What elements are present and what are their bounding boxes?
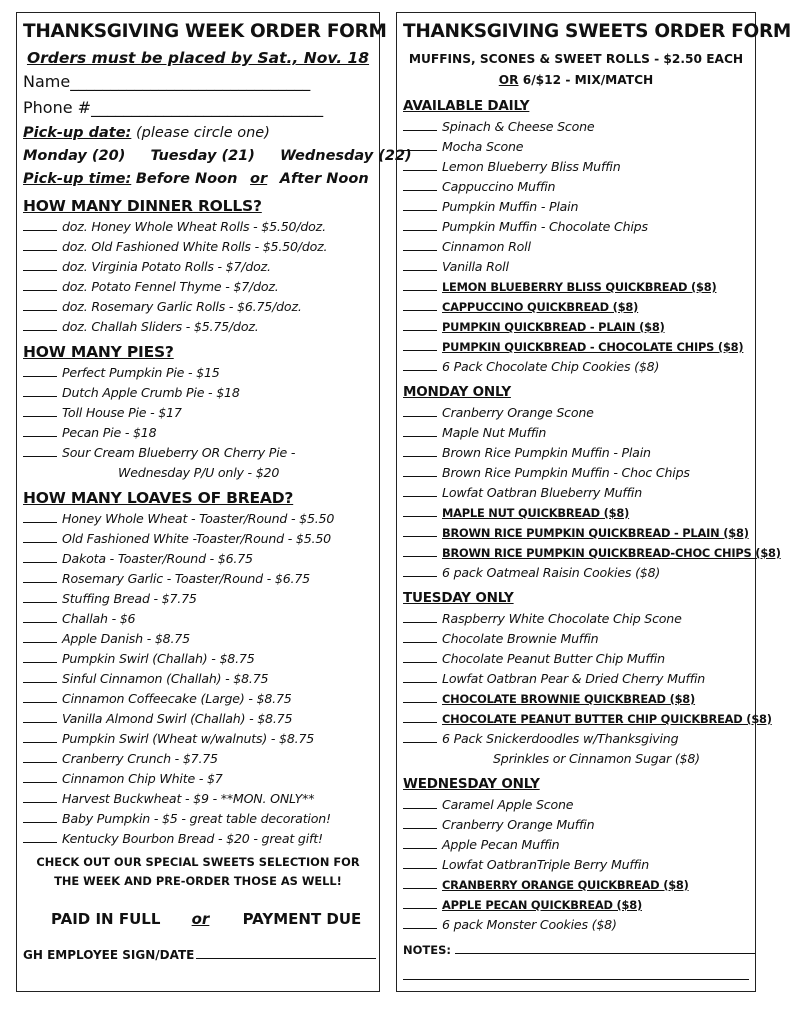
list-item[interactable] <box>23 629 373 649</box>
item-label: CHOCOLATE BROWNIE QUICKBREAD ($8) <box>442 692 696 706</box>
quantity-blank[interactable] <box>23 278 57 291</box>
item-label: Sour Cream Blueberry OR Cherry Pie - <box>62 445 296 460</box>
quantity-blank[interactable] <box>23 384 57 397</box>
quantity-blank[interactable] <box>23 424 57 437</box>
quantity-blank[interactable] <box>403 178 437 191</box>
item-label: 6 Pack Snickerdoodles w/Thanksgiving <box>442 731 679 746</box>
list-item[interactable] <box>403 523 749 543</box>
price-line-1: MUFFINS, SCONES & SWEET ROLLS - $2.50 EACH <box>408 52 744 66</box>
item-label: Chocolate Peanut Butter Chip Muffin <box>442 651 665 666</box>
item-label: MAPLE NUT QUICKBREAD ($8) <box>442 506 630 520</box>
tuesday-note: Sprinkles or Cinnamon Sugar ($8) <box>493 751 700 766</box>
quantity-blank[interactable] <box>23 590 57 603</box>
item-label: Cinnamon Roll <box>442 239 531 254</box>
list-item[interactable] <box>403 137 749 157</box>
quantity-blank[interactable] <box>403 896 437 909</box>
pickup-date-row <box>23 121 373 145</box>
quantity-blank[interactable] <box>403 690 437 703</box>
quantity-blank[interactable] <box>403 298 437 311</box>
quantity-blank[interactable] <box>23 298 57 311</box>
item-label: doz. Rosemary Garlic Rolls - $6.75/doz. <box>62 299 302 314</box>
item-label: Cappuccino Muffin <box>442 179 556 194</box>
quantity-blank[interactable] <box>403 158 437 171</box>
quantity-blank[interactable] <box>403 278 437 291</box>
day-option-monday[interactable]: Monday (20) <box>23 148 126 164</box>
quantity-blank[interactable] <box>403 876 437 889</box>
list-item[interactable] <box>403 177 749 197</box>
quantity-blank[interactable] <box>403 670 437 683</box>
wednesday-list <box>403 795 749 935</box>
list-item[interactable] <box>23 403 373 423</box>
quantity-blank[interactable] <box>403 404 437 417</box>
quantity-blank[interactable] <box>23 364 57 377</box>
list-item[interactable] <box>403 895 749 915</box>
list-item[interactable] <box>403 835 749 855</box>
item-label: doz. Challah Sliders - $5.75/doz. <box>62 319 259 334</box>
pickup-date-label: Pick-up date: <box>23 125 132 141</box>
list-item[interactable] <box>403 629 749 649</box>
week-form-title: THANKSGIVING WEEK ORDER FORM <box>23 21 387 42</box>
week-order-form <box>16 12 412 992</box>
quantity-blank[interactable] <box>23 710 57 723</box>
quantity-blank[interactable] <box>403 730 437 743</box>
time-option-before-noon[interactable]: Before Noon <box>135 171 238 187</box>
quantity-blank[interactable] <box>403 544 437 557</box>
list-item[interactable] <box>403 543 781 563</box>
payment-due-option[interactable]: PAYMENT DUE <box>242 910 362 928</box>
list-item[interactable] <box>23 789 373 809</box>
day-option-wednesday[interactable]: Wednesday (22) <box>279 148 412 164</box>
item-label: Caramel Apple Scone <box>442 797 574 812</box>
item-label: Harvest Buckwheat - $9 - **MON. ONLY** <box>62 791 315 806</box>
item-label: Cranberry Crunch - $7.75 <box>62 751 218 766</box>
item-label: Toll House Pie - $17 <box>62 405 182 420</box>
list-item[interactable] <box>403 337 749 357</box>
tuesday-list <box>403 609 772 749</box>
list-item[interactable] <box>403 357 749 377</box>
item-label: Dutch Apple Crumb Pie - $18 <box>62 385 240 400</box>
list-item[interactable] <box>23 769 373 789</box>
price-line-2: 6/$12 - MIX/MATCH <box>522 73 654 87</box>
list-item[interactable] <box>23 589 373 609</box>
item-label: 6 pack Oatmeal Raisin Cookies ($8) <box>442 565 661 580</box>
list-item[interactable] <box>23 709 373 729</box>
quantity-blank[interactable] <box>23 318 57 331</box>
item-label: Vanilla Roll <box>442 259 509 274</box>
pickup-time-label: Pick-up time: <box>23 171 132 187</box>
item-label: Sinful Cinnamon (Challah) - $8.75 <box>62 671 269 686</box>
quantity-blank[interactable] <box>403 444 437 457</box>
list-item[interactable] <box>23 569 373 589</box>
wednesday-heading: WEDNESDAY ONLY <box>403 776 540 792</box>
quantity-blank[interactable] <box>23 630 57 643</box>
daily-heading: AVAILABLE DAILY <box>403 98 530 114</box>
list-item[interactable] <box>23 297 373 317</box>
item-label: Lowfat Oatbran Blueberry Muffin <box>442 485 642 500</box>
quantity-blank[interactable] <box>403 424 437 437</box>
list-item[interactable] <box>403 709 772 729</box>
item-label: Brown Rice Pumpkin Muffin - Plain <box>442 445 651 460</box>
pies-heading: HOW MANY PIES? <box>23 343 174 361</box>
list-item[interactable] <box>403 649 749 669</box>
name-label: Name <box>23 72 71 91</box>
list-item[interactable] <box>23 509 373 529</box>
item-label: Kentucky Bourbon Bread - $20 - great gift! <box>62 831 323 846</box>
list-item[interactable] <box>403 443 749 463</box>
list-item[interactable] <box>403 403 749 423</box>
item-label: BROWN RICE PUMPKIN QUICKBREAD-CHOC CHIPS ($8) <box>442 546 781 560</box>
quantity-blank[interactable] <box>23 258 57 271</box>
item-label: doz. Virginia Potato Rolls - $7/doz. <box>62 259 271 274</box>
item-label: Pumpkin Muffin - Chocolate Chips <box>442 219 648 234</box>
list-item[interactable] <box>403 483 749 503</box>
item-label: Honey Whole Wheat - Toaster/Round - $5.50 <box>62 511 335 526</box>
item-label: Lowfat OatbranTriple Berry Muffin <box>442 857 649 872</box>
quantity-blank[interactable] <box>23 404 57 417</box>
item-label: CHOCOLATE PEANUT BUTTER CHIP QUICKBREAD ($8) <box>442 712 772 726</box>
quantity-blank[interactable] <box>403 338 437 351</box>
list-item[interactable] <box>23 529 373 549</box>
list-item[interactable] <box>23 383 373 403</box>
item-label: Spinach & Cheese Scone <box>442 119 595 134</box>
notes-blank-2[interactable] <box>403 963 749 980</box>
employee-sign-blank[interactable] <box>196 946 376 959</box>
list-item[interactable] <box>403 317 749 337</box>
item-label: Apple Pecan Muffin <box>442 837 560 852</box>
employee-sign-label: GH EMPLOYEE SIGN/DATE <box>23 948 195 962</box>
item-label: Pecan Pie - $18 <box>62 425 157 440</box>
item-label: Perfect Pumpkin Pie - $15 <box>62 365 220 380</box>
notes-row <box>403 939 749 961</box>
list-item[interactable] <box>403 915 749 935</box>
quantity-blank[interactable] <box>403 464 437 477</box>
quantity-blank[interactable] <box>23 610 57 623</box>
quantity-blank[interactable] <box>403 258 437 271</box>
list-item[interactable] <box>403 217 749 237</box>
quantity-blank[interactable] <box>403 916 437 929</box>
item-label: Chocolate Brownie Muffin <box>442 631 599 646</box>
list-item[interactable] <box>23 549 373 569</box>
item-label: LEMON BLUEBERRY BLISS QUICKBREAD ($8) <box>442 280 717 294</box>
list-item[interactable] <box>403 117 749 137</box>
list-item[interactable] <box>23 237 373 257</box>
item-label: doz. Potato Fennel Thyme - $7/doz. <box>62 279 279 294</box>
quantity-blank[interactable] <box>23 218 57 231</box>
list-item[interactable] <box>23 257 373 277</box>
list-item[interactable] <box>403 795 749 815</box>
item-label: Lowfat Oatbran Pear & Dried Cherry Muffin <box>442 671 706 686</box>
pickup-date-note: (please circle one) <box>135 125 270 141</box>
sweets-form-title: THANKSGIVING SWEETS ORDER FORM <box>403 21 791 42</box>
item-label: PUMPKIN QUICKBREAD - CHOCOLATE CHIPS ($8) <box>442 340 744 354</box>
quantity-blank[interactable] <box>23 550 57 563</box>
payment-or: or <box>191 910 210 928</box>
phone-label: Phone # <box>23 98 92 117</box>
name-blank[interactable]: ______________________________ <box>70 72 311 91</box>
list-item[interactable] <box>23 749 373 769</box>
list-item[interactable] <box>403 609 749 629</box>
sweets-order-form <box>396 12 791 992</box>
list-item[interactable] <box>23 423 373 443</box>
quantity-blank[interactable] <box>23 690 57 703</box>
quantity-blank[interactable] <box>23 830 57 843</box>
quantity-blank[interactable] <box>403 138 437 151</box>
item-label: Dakota - Toaster/Round - $6.75 <box>62 551 253 566</box>
item-label: Maple Nut Muffin <box>442 425 547 440</box>
list-item[interactable] <box>403 503 749 523</box>
quantity-blank[interactable] <box>403 564 437 577</box>
item-label: Cranberry Orange Scone <box>442 405 594 420</box>
quantity-blank[interactable] <box>403 836 437 849</box>
item-label: Challah - $6 <box>62 611 136 626</box>
quantity-blank[interactable] <box>23 770 57 783</box>
item-label: 6 pack Monster Cookies ($8) <box>442 917 617 932</box>
name-field[interactable] <box>23 69 373 95</box>
bread-list <box>23 509 373 849</box>
quantity-blank[interactable] <box>403 218 437 231</box>
paid-in-full-option[interactable]: PAID IN FULL <box>51 910 161 928</box>
list-item[interactable] <box>23 669 373 689</box>
order-deadline: Orders must be placed by Sat., Nov. 18 <box>26 49 370 67</box>
item-label: PUMPKIN QUICKBREAD - PLAIN ($8) <box>442 320 665 334</box>
list-item[interactable] <box>23 829 373 849</box>
sweets-promo: CHECK OUT OUR SPECIAL SWEETS SELECTION FOR THE WEEK AND PRE-ORDER THOSE AS WELL! <box>36 855 360 888</box>
item-label: Old Fashioned White -Toaster/Round - $5.50 <box>62 531 331 546</box>
item-label: Cranberry Orange Muffin <box>442 817 595 832</box>
list-item[interactable] <box>23 277 373 297</box>
item-label: Raspberry White Chocolate Chip Scone <box>442 611 682 626</box>
pie-note: Wednesday P/U only - $20 <box>118 465 280 480</box>
monday-list <box>403 403 781 583</box>
quantity-blank[interactable] <box>403 318 437 331</box>
list-item[interactable] <box>23 443 373 463</box>
item-label: doz. Old Fashioned White Rolls - $5.50/doz. <box>62 239 328 254</box>
quantity-blank[interactable] <box>23 730 57 743</box>
quantity-blank[interactable] <box>403 198 437 211</box>
list-item[interactable] <box>403 729 749 749</box>
rolls-heading: HOW MANY DINNER ROLLS? <box>23 197 262 215</box>
list-item[interactable] <box>403 297 749 317</box>
quantity-blank[interactable] <box>403 238 437 251</box>
list-item[interactable] <box>403 563 749 583</box>
quantity-blank[interactable] <box>403 484 437 497</box>
item-label: APPLE PECAN QUICKBREAD ($8) <box>442 898 643 912</box>
list-item[interactable] <box>23 317 373 337</box>
list-item[interactable] <box>403 277 749 297</box>
notes-label: NOTES: <box>403 943 451 957</box>
item-label: Rosemary Garlic - Toaster/Round - $6.75 <box>62 571 310 586</box>
notes-blank[interactable] <box>455 942 755 954</box>
rolls-list <box>23 217 373 337</box>
quantity-blank[interactable] <box>23 444 57 457</box>
item-label: Mocha Scone <box>442 139 524 154</box>
quantity-blank[interactable] <box>23 510 57 523</box>
item-label: Pumpkin Muffin - Plain <box>442 199 579 214</box>
list-item[interactable] <box>403 815 749 835</box>
quantity-blank[interactable] <box>23 650 57 663</box>
price-or: OR <box>498 73 519 87</box>
list-item[interactable] <box>403 669 749 689</box>
bread-heading: HOW MANY LOAVES OF BREAD? <box>23 489 294 507</box>
time-option-after-noon[interactable]: After Noon <box>279 171 369 187</box>
phone-blank[interactable]: _____________________________ <box>91 98 324 117</box>
item-label: doz. Honey Whole Wheat Rolls - $5.50/doz. <box>62 219 326 234</box>
item-label: Vanilla Almond Swirl (Challah) - $8.75 <box>62 711 293 726</box>
quantity-blank[interactable] <box>403 504 437 517</box>
item-label: Lemon Blueberry Bliss Muffin <box>442 159 621 174</box>
list-item[interactable] <box>403 875 749 895</box>
employee-sign-row <box>23 943 373 967</box>
item-label: Stuffing Bread - $7.75 <box>62 591 197 606</box>
list-item[interactable] <box>23 609 373 629</box>
item-label: Cinnamon Coffeecake (Large) - $8.75 <box>62 691 292 706</box>
item-label: Cinnamon Chip White - $7 <box>62 771 223 786</box>
item-label: 6 Pack Chocolate Chip Cookies ($8) <box>442 359 660 374</box>
quantity-blank[interactable] <box>23 750 57 763</box>
quantity-blank[interactable] <box>403 710 437 723</box>
list-item[interactable] <box>403 463 749 483</box>
sweets-price-header <box>403 49 749 91</box>
quantity-blank[interactable] <box>23 238 57 251</box>
quantity-blank[interactable] <box>403 650 437 663</box>
time-or: or <box>250 171 268 187</box>
list-item[interactable] <box>23 809 373 829</box>
pickup-day-options <box>23 145 412 167</box>
item-label: CRANBERRY ORANGE QUICKBREAD ($8) <box>442 878 689 892</box>
list-item[interactable] <box>403 689 749 709</box>
monday-heading: MONDAY ONLY <box>403 384 511 400</box>
quantity-blank[interactable] <box>23 530 57 543</box>
day-option-tuesday[interactable]: Tuesday (21) <box>150 148 255 164</box>
list-item[interactable] <box>403 237 749 257</box>
list-item[interactable] <box>403 157 749 177</box>
item-label: Pumpkin Swirl (Challah) - $8.75 <box>62 651 255 666</box>
quantity-blank[interactable] <box>23 670 57 683</box>
item-label: BROWN RICE PUMPKIN QUICKBREAD - PLAIN ($8) <box>442 526 749 540</box>
item-label: CAPPUCCINO QUICKBREAD ($8) <box>442 300 639 314</box>
list-item[interactable] <box>23 729 373 749</box>
item-label: Pumpkin Swirl (Wheat w/walnuts) - $8.75 <box>62 731 315 746</box>
quantity-blank[interactable] <box>403 816 437 829</box>
list-item[interactable] <box>23 649 373 669</box>
quantity-blank[interactable] <box>23 570 57 583</box>
quantity-blank[interactable] <box>403 358 437 371</box>
item-label: Brown Rice Pumpkin Muffin - Choc Chips <box>442 465 690 480</box>
pickup-time-row <box>23 167 373 191</box>
list-item[interactable] <box>403 197 749 217</box>
quantity-blank[interactable] <box>23 790 57 803</box>
item-label: Apple Danish - $8.75 <box>62 631 190 646</box>
quantity-blank[interactable] <box>403 610 437 623</box>
list-item[interactable] <box>403 257 749 277</box>
list-item[interactable] <box>23 689 373 709</box>
quantity-blank[interactable] <box>403 796 437 809</box>
pies-list <box>23 363 373 483</box>
payment-options <box>23 905 373 933</box>
quantity-blank[interactable] <box>403 524 437 537</box>
quantity-blank[interactable] <box>403 856 437 869</box>
tuesday-heading: TUESDAY ONLY <box>403 590 514 606</box>
quantity-blank[interactable] <box>403 630 437 643</box>
list-item[interactable] <box>23 363 373 383</box>
list-item[interactable] <box>23 217 373 237</box>
daily-list <box>403 117 749 377</box>
quantity-blank[interactable] <box>403 118 437 131</box>
phone-field[interactable] <box>23 95 373 121</box>
quantity-blank[interactable] <box>23 810 57 823</box>
list-item[interactable] <box>403 423 749 443</box>
list-item[interactable] <box>403 855 749 875</box>
item-label: Baby Pumpkin - $5 - great table decoration! <box>62 811 331 826</box>
